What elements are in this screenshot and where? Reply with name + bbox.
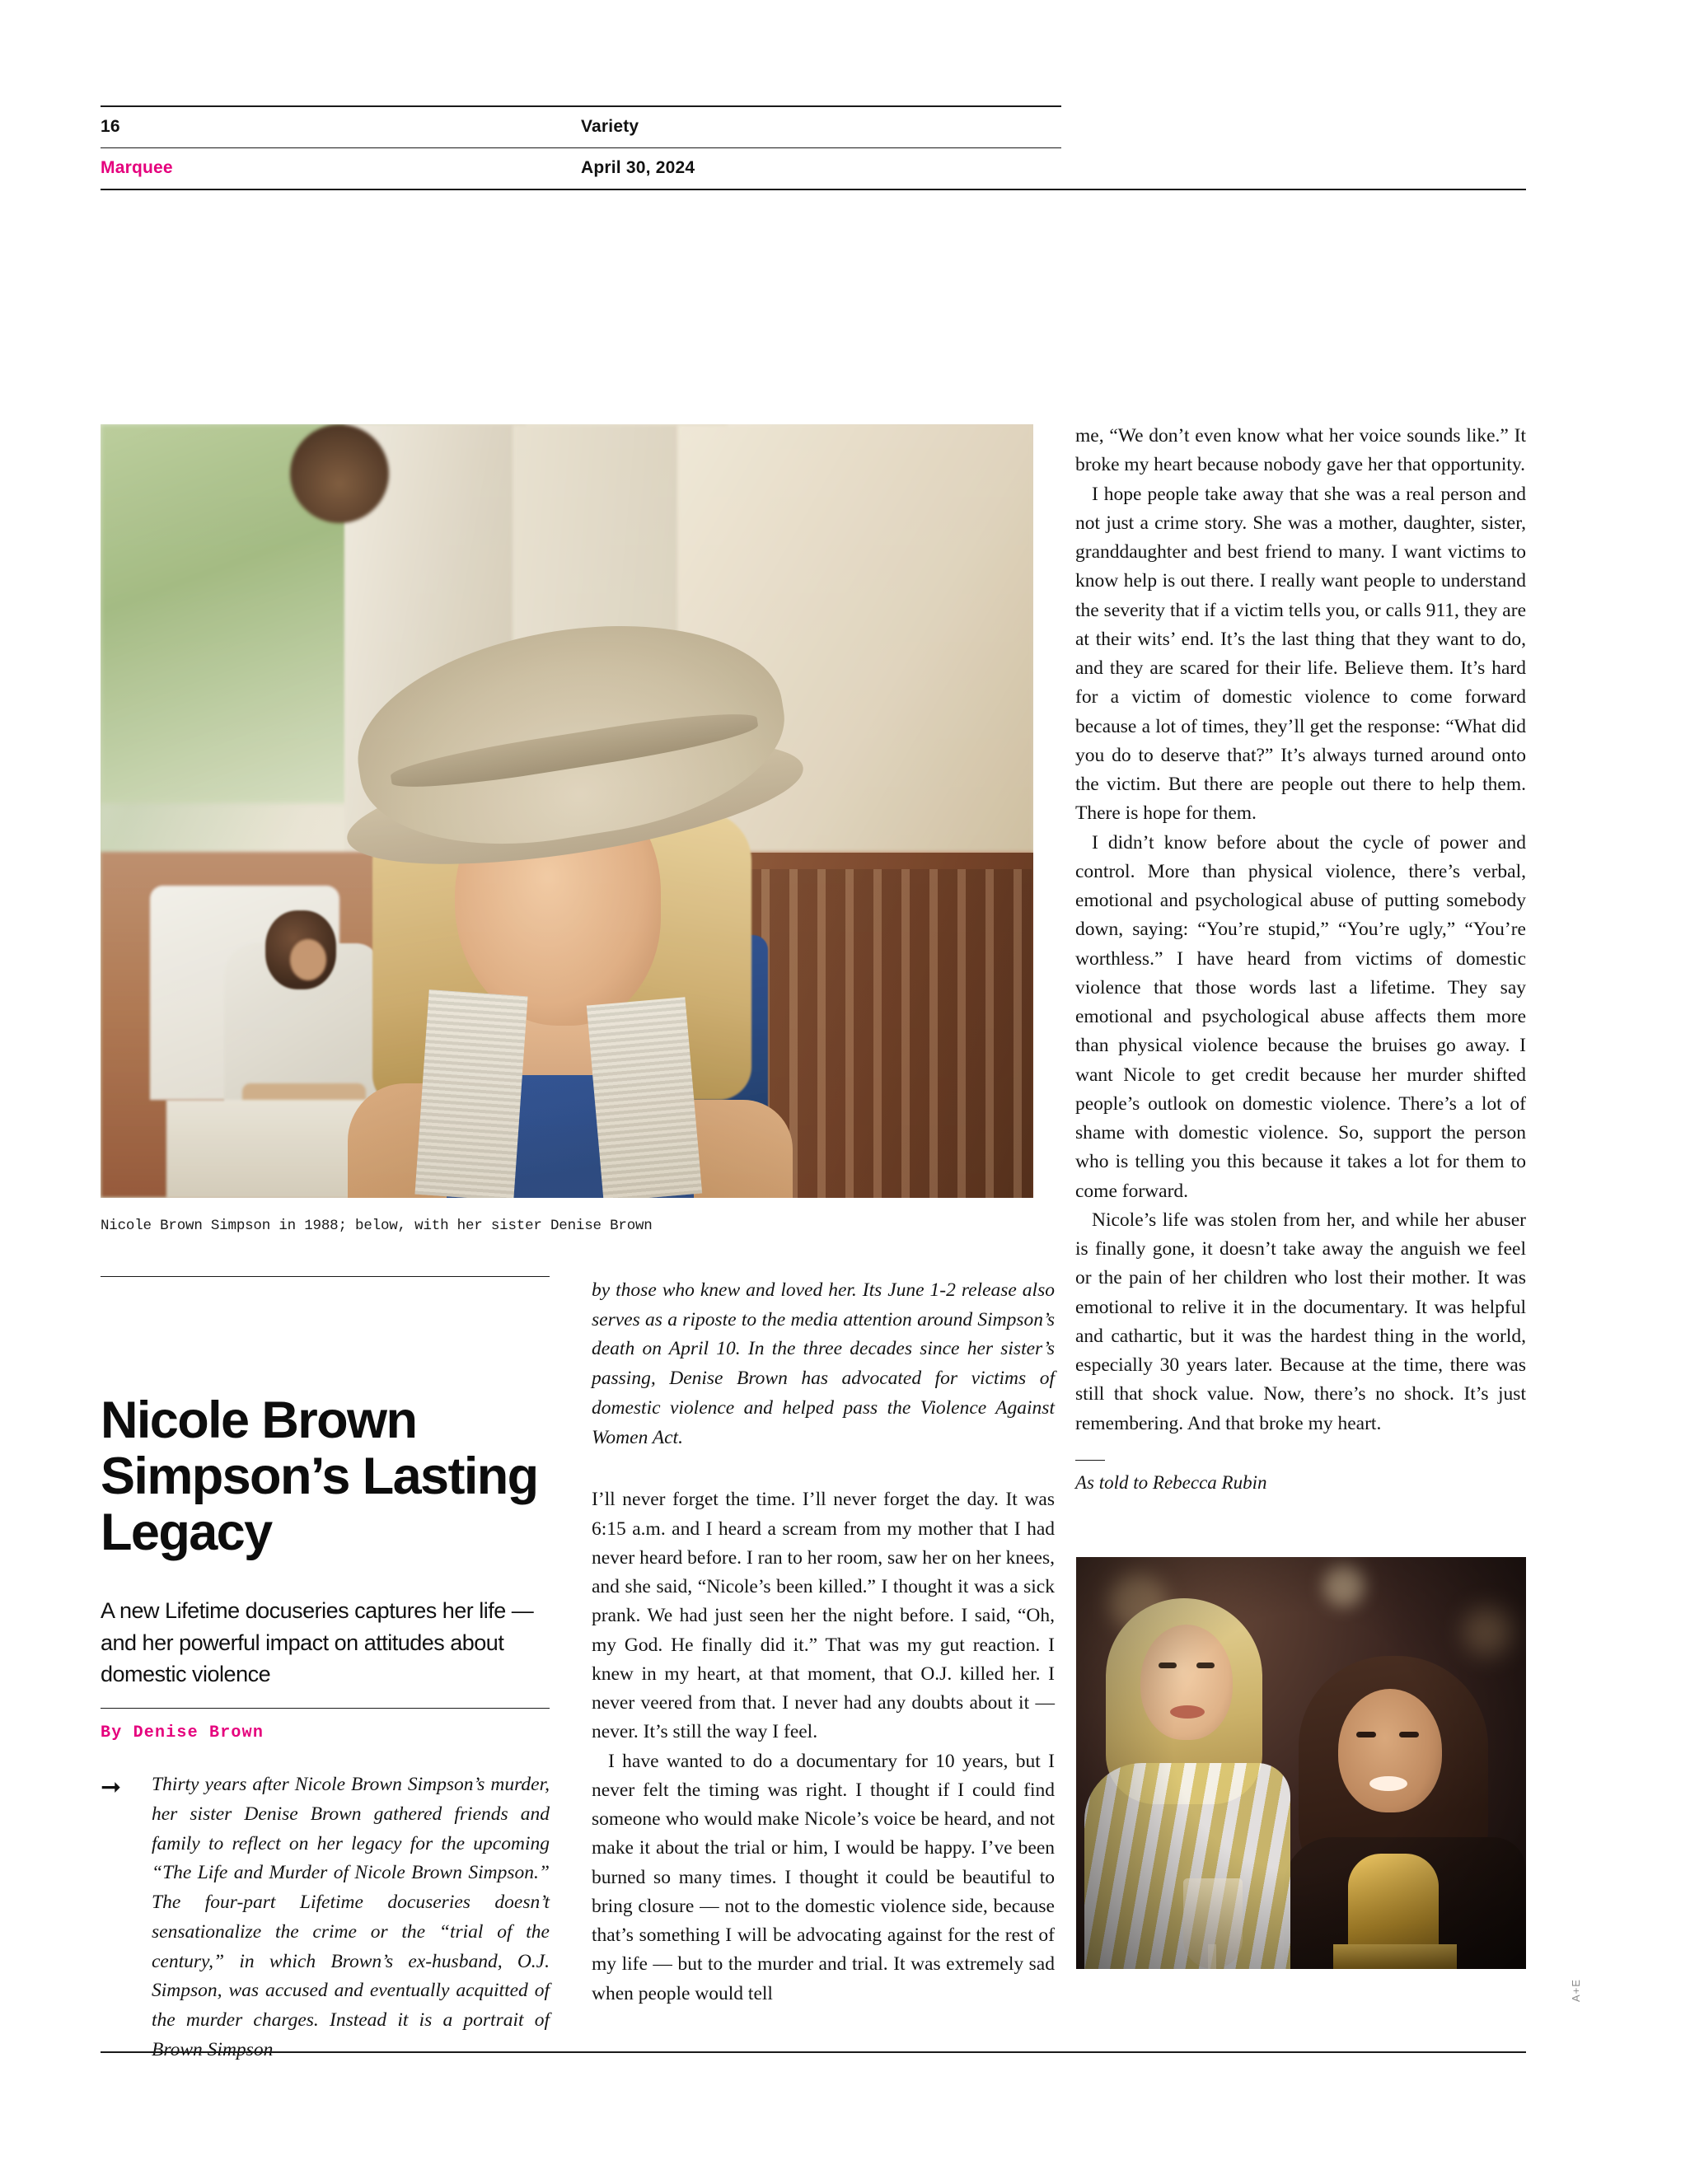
article-credit: As told to Rebecca Rubin — [1075, 1471, 1267, 1493]
secondary-photo — [1076, 1557, 1526, 1969]
headline-column — [101, 1276, 550, 2065]
paragraph: me, “We don’t even know what her voice sounds like.” It broke my heart because nobody gave her that opportunity. — [1075, 425, 1526, 476]
publication-title: Variety — [581, 117, 639, 136]
issue-date: April 30, 2024 — [581, 158, 695, 178]
masthead-bottom-rule — [101, 189, 1526, 190]
middle-column — [592, 1276, 1055, 2009]
page-title: Nicole Brown Simpson’s Lasting Legacy — [101, 1391, 538, 1562]
paragraph: I’ll never forget the time. I’ll never forget the day. It was 6:15 a.m. and I heard a scream from my mother that I had never heard before. I ran to her room, saw her on her knees, and she said, “Nicole’s been killed.” I thought it was a sick prank. We had just seen her the night before. I said, “Oh, my God. He finally did it.” That was my gut reaction. I knew in my heart, at that moment, that O.J. killed her. I never veered from that. I never had any doubts about it — never. It’s still the way I feel. — [592, 1489, 1055, 1743]
main-photo — [101, 424, 1033, 1198]
masthead — [101, 105, 1526, 190]
masthead-col-publication — [581, 105, 1061, 189]
standfirst: A new Lifetime docuseries captures her life — and her powerful impact on attitudes about domestic violence — [101, 1598, 534, 1686]
deck-continued: by those who knew and loved her. Its June 1-2 release also serves as a riposte to the media attention around Simpson’s death on April 10. In the three decades since her sister’s passing, Denise Brown has advocated for victims of domestic violence and helped pass the Violence Against Women Act. — [592, 1279, 1055, 1448]
rule — [101, 1276, 550, 1277]
masthead-col-page — [101, 105, 581, 189]
paragraph: I have wanted to do a documentary for 10 years, but I never felt the timing was right. I thought if I could find someone who would make Nicole’s voice be heard, and not make it about the trial or him, I would be happy. I’ve been burned so many times. I thought it could be beautiful to bring closure — not to the domestic violence side, because that’s something I will be advocating against for the rest of my life — but to the murder and trial. It was extremely sad when people would tell — [592, 1750, 1055, 2004]
masthead-col-blank — [1061, 105, 1526, 189]
masthead-top-rules — [101, 105, 1526, 189]
body-middle — [592, 1485, 1055, 2009]
page-number: 16 — [101, 117, 120, 136]
footer-rule — [101, 2051, 1526, 2053]
paragraph: I didn’t know before about the cycle of power and control. More than physical violence, there’s verbal, emotional and psychological abuse of putting somebody down, saying: “You’re stupid,” “You’re ugly,” “You’re worthless.” I have heard from victims of domestic violence that those words last a lifetime. They say emotional and psychological abuse affects them more than physical violence because the bruises go away. I want Nicole to get credit because her murder shifted people’s outlook on domestic violence. There’s a lot of shame with domestic violence. So, support the person who is telling you this because it takes a lot for them to come forward. — [1075, 831, 1526, 1202]
main-photo-caption: Nicole Brown Simpson in 1988; below, with her sister Denise Brown — [101, 1218, 653, 1234]
paragraph: Nicole’s life was stolen from her, and while her abuser is finally gone, it doesn’t take away the anguish we feel or the pain of her children who lost their mother. It was emotional to relive it in the documentary. It was helpful and cathartic, but it was the hardest thing in the world, especially 30 years later. Because at the time, there was still that shock value. Now, there’s no shock. It’s just remembering. And that broke my heart. — [1075, 1209, 1526, 1434]
side-credit-code: A+E — [1570, 1979, 1582, 2002]
section-label: Marquee — [101, 158, 173, 178]
rule — [1075, 1460, 1105, 1461]
byline: By Denise Brown — [101, 1723, 265, 1743]
intro-block — [101, 1770, 550, 2065]
body-right — [1075, 422, 1526, 1438]
right-column — [1075, 422, 1526, 1494]
paragraph: I hope people take away that she was a real person and not just a crime story. She was a mother, daughter, sister, granddaughter and best friend to many. I want victims to know help is out there. I really want people to understand the severity that if a victim tells you, or calls 911, they are at their wits’ end. It’s the last thing that they want to do, and they are scared for their life. Believe them. It’s hard for a victim of domestic violence to come forward because a lot of times, they’ll get the response: “What did you do to deserve that?” It’s always turned around onto the victim. But there are people out there to help them. There is hope for them. — [1075, 483, 1526, 825]
arrow-right-icon: ➞ — [101, 1773, 122, 1803]
intro-text: Thirty years after Nicole Brown Simpson’s murder, her sister Denise Brown gathered friends and family to reflect on her legacy for the upcoming “The Life and Murder of Nicole Brown Simpson.” The four-part Lifetime docuseries doesn’t sensationalize the crime or the “trial of the century,” in which Brown’s ex-husband, O.J. Simpson, was accused and eventually acquitted of the murder charges. Instead it is a portrait of Brown Simpson — [152, 1774, 550, 2060]
